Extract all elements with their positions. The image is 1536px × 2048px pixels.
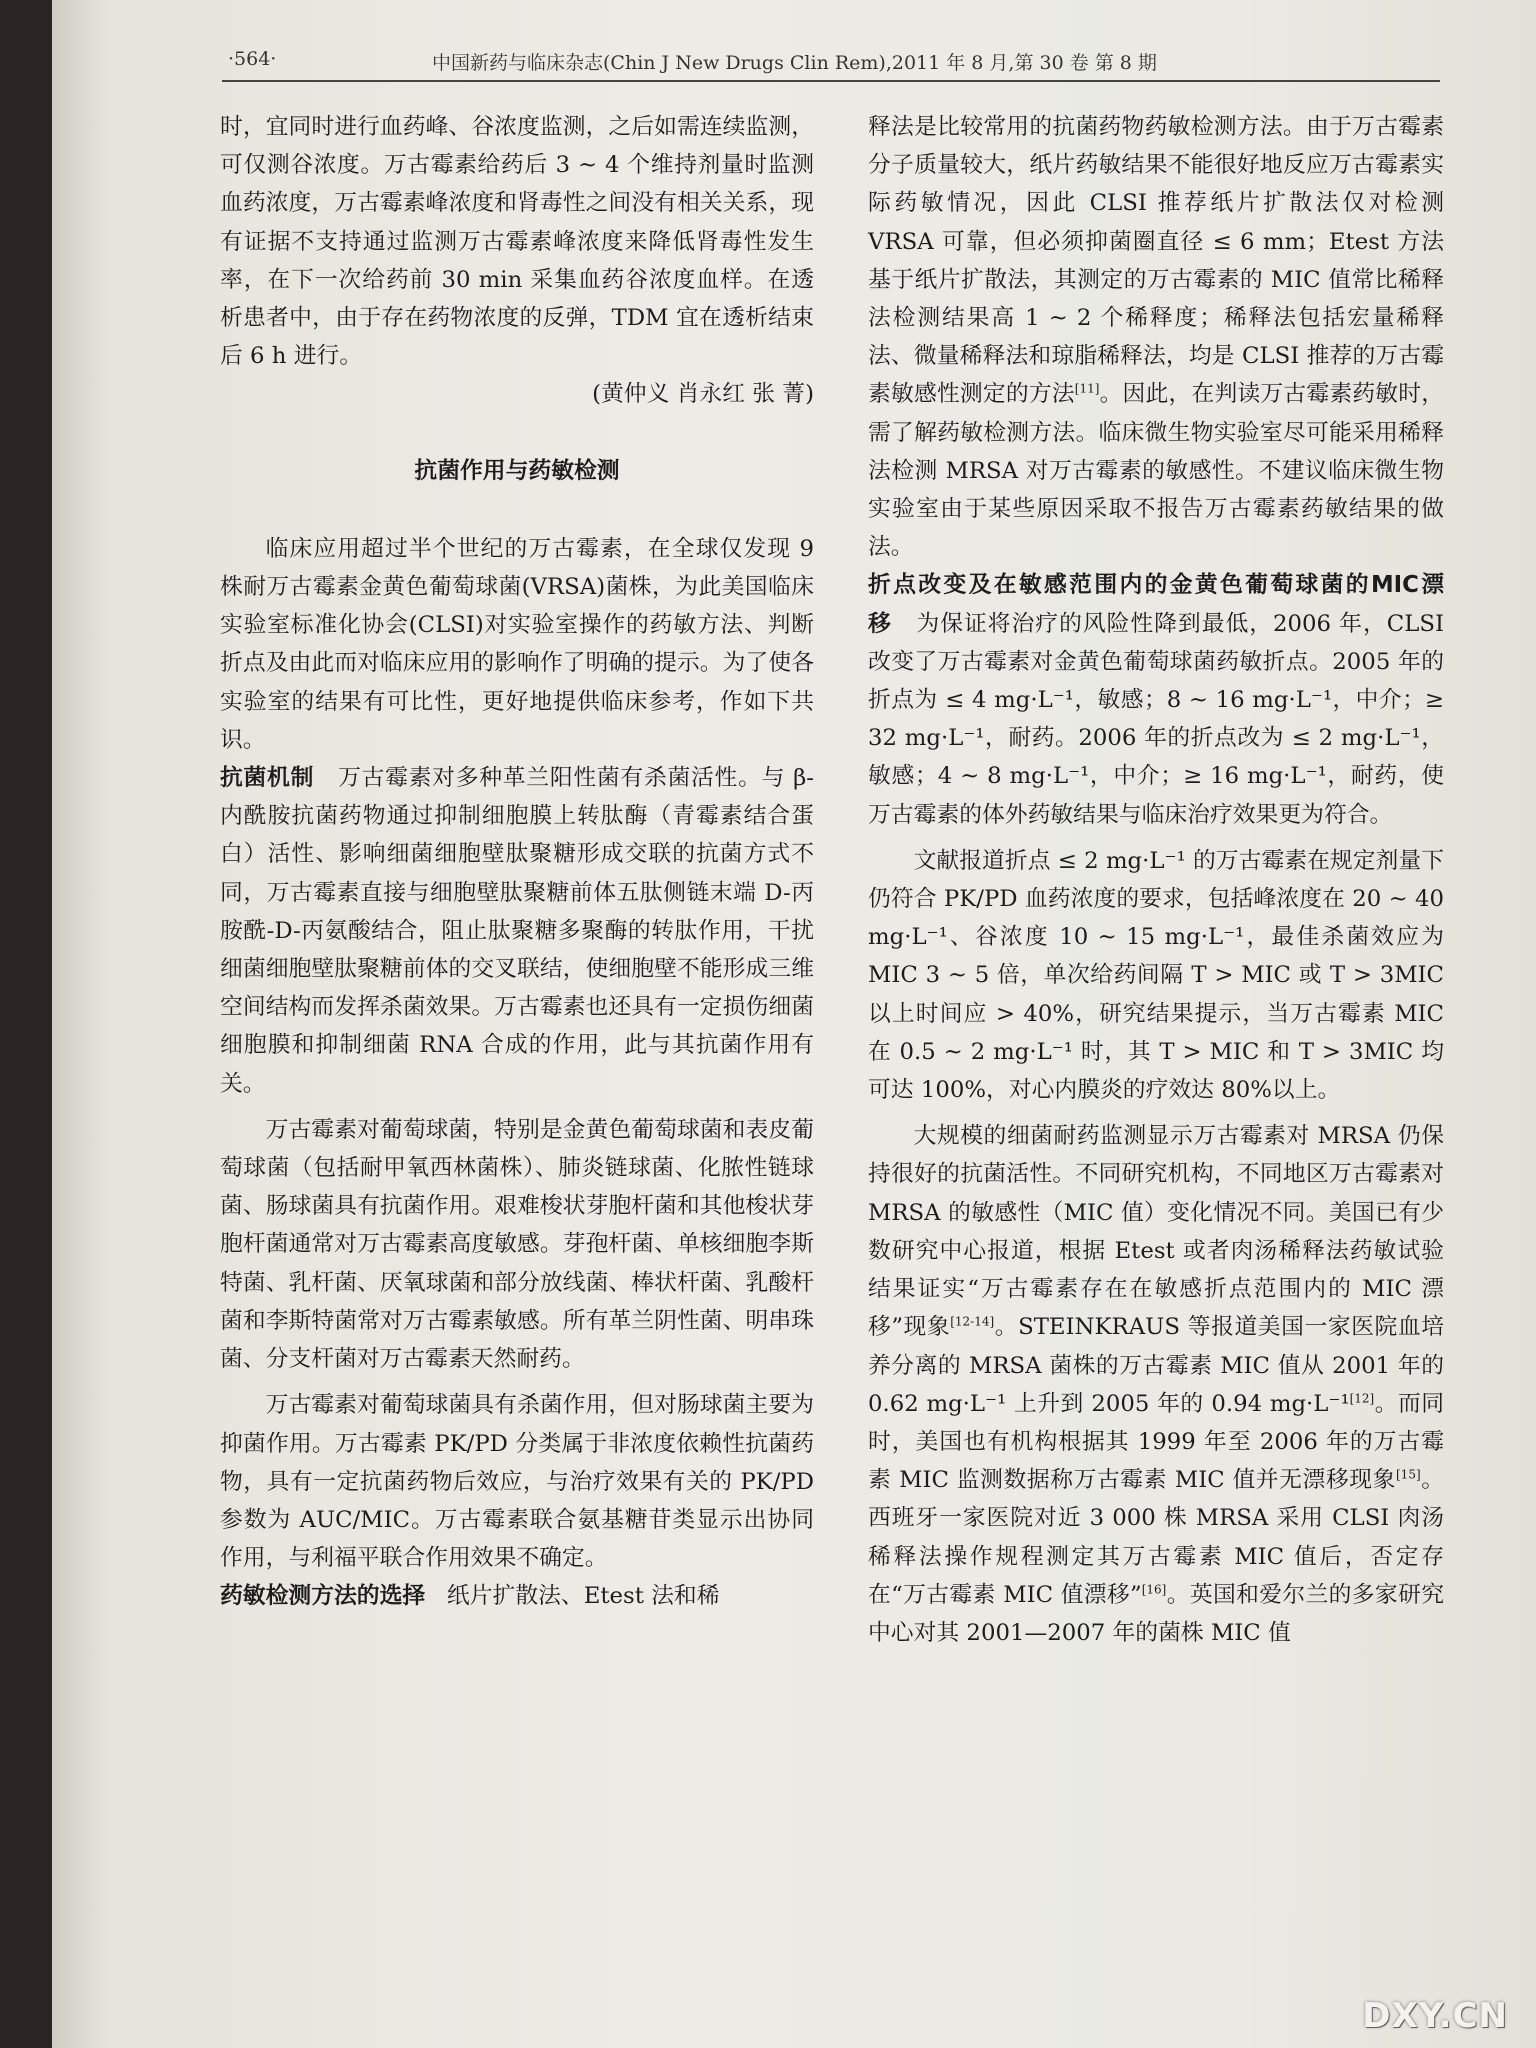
citation-15: [15]: [1396, 1467, 1421, 1482]
paragraph-method-selection: [220, 1577, 814, 1615]
running-header: [222, 44, 1440, 80]
mechanism-text: 万古霉素对多种革兰阳性菌有杀菌活性。与 β-内酰胺抗菌药物通过抑制细胞膜上转肽酶（青霉素结合蛋白）活性、影响细菌细胞壁肽聚糖形成交联的抗菌方式不同，万古霉素直接与细胞壁肽聚糖前体五肽侧链末端 D-丙胺酰-D-丙氨酸结合，阻止肽聚糖多聚酶的转肽作用，干扰细菌细胞壁肽聚糖前体的交叉联结，使细胞壁不能形成三维空间结构而发挥杀菌效果。万古霉素也还具有一定损伤细菌细胞膜和抑制细菌 RNA 合成的作用，此与其抗菌作用有关。: [220, 765, 814, 1097]
citation-11: [11]: [1074, 381, 1100, 396]
author-signature: (黄仲义 肖永红 张 菁): [592, 381, 814, 408]
breakpoint-text: 为保证将治疗的风险性降到最低，2006 年，CLSI 改变了万古霉素对金黄色葡萄球菌药敏折点。2005 年的折点为 ≤ 4 mg·L⁻¹，敏感；8 ~ 16 mg·L⁻¹，中介；≥ 32 mg·L⁻¹，耐药。2006 年的折点改为 ≤ 2 mg·L⁻¹，敏感；4 ~ 8 mg·L⁻¹，中介；≥ 16 mg·L⁻¹，耐药，使万古霉素的体外药敏结果与临床治疗效果更为符合。: [868, 610, 1445, 828]
left-column: [220, 108, 814, 1616]
paragraph-pkpd: 万古霉素对葡萄球菌具有杀菌作用，但对肠球菌主要为抑菌作用。万古霉素 PK/PD 分类属于非浓度依赖性抗菌药物，具有一定抗菌药物后效应，与治疗效果有关的 PK/PD 参数为 AUC/MIC。万古霉素联合氨基糖苷类显示出协同作用，与利福平联合作用效果不确定。: [220, 1392, 814, 1572]
paragraph-staphylococcus: 万古霉素对葡萄球菌，特别是金黄色葡萄球菌和表皮葡萄球菌（包括耐甲氧西林菌株）、肺炎链球菌、化脓性链球菌、肠球菌具有抗菌作用。艰难梭状芽胞杆菌和其他梭状芽胞杆菌通常对万古霉素高度敏感。芽孢杆菌、单核细胞李斯特菌、乳杆菌、厌氧球菌和部分放线菌、棒状杆菌、乳酸杆菌和李斯特菌常对万古霉素敏感。所有革兰阴性菌、明串珠菌、分支杆菌对万古霉素天然耐药。: [220, 1116, 814, 1373]
paragraph-tdm: 时，宜同时进行血药峰、谷浓度监测，之后如需连续监测，可仅测谷浓度。万古霉素给药后 3 ~ 4 个维持剂量时监测血药浓度，万古霉素峰浓度和肾毒性之间没有相关关系，现有证据不支持通过监测万古霉素峰浓度来降低肾毒性发生率，在下一次给药前 30 min 采集血药谷浓度血样。在透析患者中，由于存在药物浓度的反弹，TDM 宜在透析结束后 6 h 进行。: [220, 114, 814, 370]
citation-16: [16]: [1141, 1582, 1167, 1597]
heading-breakpoint: 折点改变及在敏感范围内的金黄色葡萄球菌的MIC漂移: [868, 572, 1444, 637]
paragraph-consensus: 临床应用超过半个世纪的万古霉素，在全球仅发现 9 株耐万古霉素金黄色葡萄球菌(VRSA)菌株，为此美国临床实验室标准化协会(CLSI)对实验室操作的药敏方法、判断折点及由此而对临床应用的影响作了明确的提示。为了使各实验室的结果有可比性，更好地提供临床参考，作如下共识。: [220, 535, 814, 753]
dxy-watermark-logo: DXY.CN: [1362, 1996, 1508, 2036]
method-selection-text: 纸片扩散法、Etest 法和稀: [446, 1583, 720, 1610]
paragraph-literature: 文献报道折点 ≤ 2 mg·L⁻¹ 的万古霉素在规定剂量下仍符合 PK/PD 血药浓度的要求，包括峰浓度在 20 ~ 40 mg·L⁻¹、谷浓度 10 ~ 15 mg·L⁻¹，最佳杀菌效应为 MIC 3 ~ 5 倍，单次给药间隔 T > MIC 或 T > 3MIC 以上时间应 > 40%，研究结果提示，当万古霉素 MIC 在 0.5 ~ 2 mg·L⁻¹ 时，其 T > MIC 和 T > 3MIC 均可达 100%，对心内膜炎的疗效达 80%以上。: [868, 847, 1444, 1104]
heading-method-selection: 药敏检测方法的选择: [220, 1583, 426, 1610]
header-rule: [222, 80, 1440, 82]
paragraph-mechanism: [220, 759, 814, 1103]
paragraph-breakpoint: [868, 566, 1444, 833]
paragraph-methods: 释法是比较常用的抗菌药物药敏检测方法。由于万古霉素分子质量较大，纸片药敏结果不能很好地反应万古霉素实际药敏情况，因此 CLSI 推荐纸片扩散法仅对检测 VRSA 可靠，但必须抑菌圈直径 ≤ 6 mm；Etest 方法基于纸片扩散法，其测定的万古霉素的 MIC 值常比稀释法检测结果高 1 ~ 2 个稀释度；稀释法包括宏量稀释法、微量稀释法和琼脂稀释法，均是 CLSI 推荐的万古霉素敏感性测定的方法[11]。因此，在判读万古霉素药敏时，需了解药敏检测方法。临床微生物实验室尽可能采用稀释法检测 MRSA 对万古霉素的敏感性。不建议临床微生物实验室由于某些原因采取不报告万古霉素药敏结果的做法。: [868, 114, 1445, 561]
citation-12-14: [12-14]: [950, 1314, 995, 1329]
section-title: 抗菌作用与药敏检测: [414, 457, 620, 484]
right-column: [868, 108, 1444, 1652]
journal-citation: 中国新药与临床杂志(Chin J New Drugs Clin Rem),2011 年 8 月,第 30 卷 第 8 期: [432, 52, 1157, 74]
page-number: ·564·: [228, 48, 277, 70]
heading-mechanism: 抗菌机制: [220, 765, 315, 792]
citation-12: [12]: [1349, 1391, 1375, 1406]
paragraph-surveillance: 大规模的细菌耐药监测显示万古霉素对 MRSA 仍保持很好的抗菌活性。不同研究机构，不同地区万古霉素对 MRSA 的敏感性（MIC 值）变化情况不同。美国已有少数研究中心报道，根据 Etest 或者肉汤稀释法药敏试验结果证实“万古霉素存在在敏感折点范围内的 MIC 漂移”现象[12-14]。STEINKRAUS 等报道美国一家医院血培养分离的 MRSA 菌株的万古霉素 MIC 值从 2001 年的 0.62 mg·L⁻¹ 上升到 2005 年的 0.94 mg·L⁻¹[12]。而同时，美国也有机构根据其 1999 年至 2006 年的万古霉素 MIC 监测数据称万古霉素 MIC 值并无漂移现象[15]。西班牙一家医院对近 3 000 株 MRSA 采用 CLSI 肉汤稀释法操作规程测定其万古霉素 MIC 值后，否定存在“万古霉素 MIC 值漂移”[16]。英国和爱尔兰的多家研究中心对其 2001—2007 年的菌株 MIC 值: [868, 1123, 1445, 1646]
